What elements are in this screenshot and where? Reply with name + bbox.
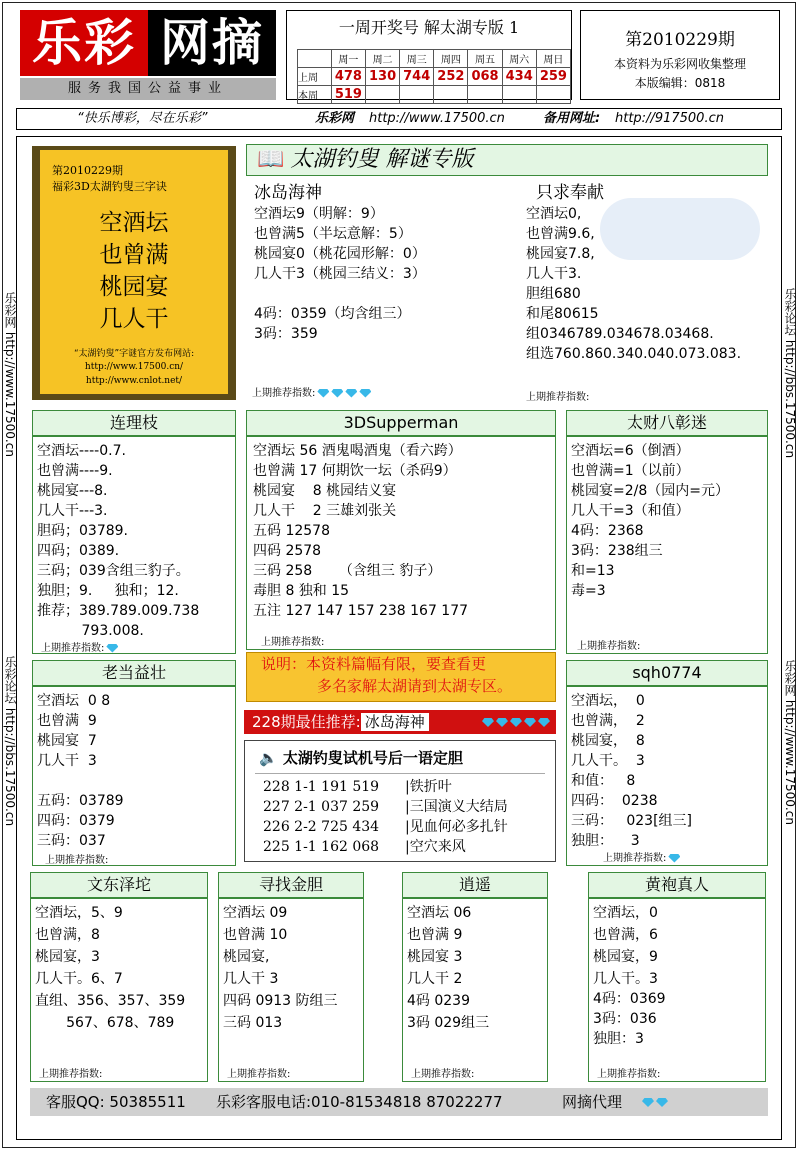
day-header: 周一 bbox=[331, 50, 365, 68]
taicai-line: 也曾满=1（以前） bbox=[571, 463, 690, 479]
wendong-line: 桃园宴，3 bbox=[35, 949, 100, 965]
draw-title: 一周开奖号 解太湖专版 1 bbox=[338, 18, 520, 37]
zhiqiu-line: 空酒坛0, bbox=[526, 206, 582, 222]
taicai-line: 3码：238组三 bbox=[571, 543, 663, 559]
diamond-icon bbox=[496, 718, 508, 727]
site-label: 乐彩网 bbox=[315, 111, 355, 126]
wendong-line: 直组、356、357、359 bbox=[35, 993, 186, 1009]
bingdao-line: 3码：359 bbox=[254, 326, 318, 342]
lianlizhi-line: 推荐；389.789.009.738 bbox=[37, 603, 200, 619]
huangpao-line: 几人干。3 bbox=[593, 971, 658, 987]
xunzhao-line: 空酒坛 09 bbox=[223, 905, 288, 921]
xunzhao-line: 桃园宴, bbox=[223, 949, 270, 965]
riddle-line: 也曾满 bbox=[99, 242, 169, 268]
diamond-icon bbox=[642, 1098, 654, 1107]
sqh-title: sqh0774 bbox=[566, 660, 768, 686]
laodang-panel bbox=[32, 686, 236, 866]
draw-number: 252 bbox=[434, 68, 468, 86]
issue-source: 本资料为乐彩网收集整理 bbox=[613, 57, 746, 71]
huangpao-line: 3码：036 bbox=[593, 1011, 657, 1027]
zhiqiu-title: 只求奉献 bbox=[536, 183, 604, 203]
diamond-icon bbox=[359, 389, 371, 398]
slogan: 服务我国公益事业 bbox=[20, 78, 276, 100]
diamond-icon bbox=[345, 389, 357, 398]
side-text-right-bottom: 乐彩网 http://www.17500.cn bbox=[783, 660, 797, 825]
this-week-label: 本周 bbox=[298, 86, 332, 104]
supperman-line: 桃园宴 8 桃园结义宴 bbox=[253, 483, 397, 499]
lianlizhi-title: 连理枝 bbox=[32, 410, 236, 436]
xiaoyao-line: 桃园宴 3 bbox=[407, 949, 463, 965]
riddle-line: 空酒坛 bbox=[99, 210, 169, 236]
best-name: 冰岛海神 bbox=[361, 713, 429, 731]
lianlizhi-line: 空酒坛----0.7. bbox=[37, 443, 126, 459]
riddle-name: 福彩3D太湖钓叟三字诀 bbox=[52, 180, 167, 193]
side-text-left-bottom: 乐彩论坛 http://bbs.17500.cn bbox=[3, 656, 17, 827]
draw-number: 478 bbox=[331, 68, 365, 86]
laodang-line: 桃园宴 7 bbox=[37, 733, 97, 749]
section-title: 太湖钓叟 解谜专版 bbox=[290, 147, 474, 172]
note-box bbox=[246, 652, 556, 702]
sqh-line: 空酒坛， 0 bbox=[571, 693, 645, 709]
huangpao-line: 独胆：3 bbox=[593, 1031, 644, 1047]
logo-right: 网摘 bbox=[148, 10, 276, 76]
index-label: 上期推荐指数: bbox=[526, 392, 590, 403]
trial-number-box bbox=[244, 740, 556, 862]
diamond-icon bbox=[106, 644, 118, 653]
laodang-line: 五码：03789 bbox=[37, 793, 124, 809]
day-header: 周三 bbox=[400, 50, 434, 68]
wendong-line: 也曾满，8 bbox=[35, 927, 100, 943]
bingdao-line: 空酒坛9（明解：9） bbox=[254, 206, 384, 222]
speaker-icon: 🔈 bbox=[259, 749, 278, 767]
issue-number: 第2010229期 bbox=[625, 30, 735, 50]
index-label: 上期推荐指数: bbox=[41, 643, 105, 654]
draw-number: 068 bbox=[468, 68, 502, 86]
draw-number bbox=[502, 86, 536, 104]
zhiqiu-line: 组0346789.034678.03468. bbox=[526, 326, 714, 342]
riddle-box bbox=[32, 146, 236, 400]
wendong-line: 567、678、789 bbox=[35, 1015, 175, 1031]
index-label: 上期推荐指数: bbox=[603, 853, 667, 864]
xunzhao-line: 四码 0913 防组三 bbox=[223, 993, 338, 1009]
taicai-line: 毒=3 bbox=[571, 583, 606, 599]
diamond-icon bbox=[510, 718, 522, 727]
draw-number bbox=[434, 86, 468, 104]
index-label: 上期推荐指数: bbox=[45, 855, 109, 866]
riddle-url[interactable]: http://www.cnlot.net/ bbox=[85, 376, 183, 386]
xiaoyao-line: 也曾满 9 bbox=[407, 927, 463, 943]
laodang-line: 四码：0379 bbox=[37, 813, 115, 829]
supperman-line: 三码 258 （含组三 豹子） bbox=[253, 563, 442, 579]
index-label: 上期推荐指数: bbox=[39, 1069, 103, 1080]
trial-code: 226 2-2 725 434 bbox=[263, 819, 380, 835]
trial-phrase: |三国演义大结局 bbox=[405, 799, 508, 815]
sqh-line: 三码： 023[组三] bbox=[571, 813, 692, 829]
diamond-icon bbox=[524, 718, 536, 727]
site-link[interactable]: http://www.17500.cn bbox=[369, 111, 505, 126]
draw-number: 434 bbox=[502, 68, 536, 86]
day-header: 周四 bbox=[434, 50, 468, 68]
bingdao-title: 冰岛海神 bbox=[254, 183, 322, 203]
laodang-line: 三码：037 bbox=[37, 833, 106, 849]
bingdao-line: 几人干3（桃园三结义：3） bbox=[254, 266, 426, 282]
draw-number bbox=[365, 86, 399, 104]
laodang-line: 几人干 3 bbox=[37, 753, 97, 769]
day-header: 周二 bbox=[365, 50, 399, 68]
xunzhao-line: 也曾满 10 bbox=[223, 927, 288, 943]
supperman-line: 五注 127 147 157 238 167 177 bbox=[253, 603, 469, 619]
trial-title: 太湖钓叟试机号后一语定胆 bbox=[282, 749, 463, 767]
draw-number bbox=[400, 86, 434, 104]
xiaoyao-line: 几人干 2 bbox=[407, 971, 463, 987]
laodang-line: 空酒坛 0 8 bbox=[37, 693, 111, 709]
best-label: 228期最佳推荐: bbox=[252, 713, 361, 731]
side-text-left-top: 乐彩网 http://www.17500.cn bbox=[3, 292, 17, 457]
footer-bar bbox=[30, 1088, 768, 1116]
wendong-line: 空酒坛，5、9 bbox=[35, 905, 123, 921]
draw-number: 519 bbox=[331, 86, 365, 104]
day-header: 周五 bbox=[468, 50, 502, 68]
footer-qq: 客服QQ: 50385511 bbox=[46, 1093, 186, 1111]
sqh-line: 独胆： 3 bbox=[571, 833, 640, 849]
trial-code: 228 1-1 191 519 bbox=[263, 779, 380, 795]
day-header: 周六 bbox=[502, 50, 536, 68]
motto-quote: “快乐博彩，尽在乐彩” bbox=[77, 111, 208, 126]
note-line: 说明：本资料篇幅有限，要查看更 bbox=[261, 655, 487, 673]
riddle-issue: 第2010229期 bbox=[52, 164, 123, 177]
cloud-decoration bbox=[600, 198, 760, 260]
backup-link[interactable]: http://917500.cn bbox=[615, 111, 724, 126]
xiaoyao-panel bbox=[402, 898, 548, 1082]
taicai-panel bbox=[566, 436, 768, 654]
index-label: 上期推荐指数: bbox=[411, 1069, 475, 1080]
wendong-title: 文东泽坨 bbox=[30, 872, 208, 898]
diamond-icon bbox=[331, 389, 343, 398]
xiaoyao-line: 空酒坛 06 bbox=[407, 905, 472, 921]
lianlizhi-line: 四码；0389. bbox=[37, 543, 120, 559]
lianlizhi-line: 793.008. bbox=[37, 623, 144, 639]
taicai-line: 桃园宴=2/8（园内=元） bbox=[571, 483, 729, 499]
huangpao-line: 空酒坛，0 bbox=[593, 905, 658, 921]
zhiqiu-line: 和尾80615 bbox=[526, 306, 599, 322]
sqh-panel bbox=[566, 686, 768, 866]
taicai-line: 4码：2368 bbox=[571, 523, 644, 539]
section-title-bar bbox=[246, 144, 768, 176]
index-label: 上期推荐指数: bbox=[597, 1069, 661, 1080]
huangpao-panel bbox=[588, 898, 766, 1082]
supperman-title: 3DSupperman bbox=[246, 410, 556, 436]
diamond-icon bbox=[317, 389, 329, 398]
bingdao-line: 也曾满5（半坛意解：5） bbox=[254, 226, 412, 242]
taicai-line: 和=13 bbox=[571, 563, 615, 579]
issue-box bbox=[580, 10, 780, 100]
xunzhao-title: 寻找金胆 bbox=[218, 872, 364, 898]
xiaoyao-line: 4码 0239 bbox=[407, 993, 470, 1009]
xunzhao-line: 几人干 3 bbox=[223, 971, 279, 987]
side-text-right-top: 乐彩论坛 http://bbs.17500.cn bbox=[783, 288, 797, 459]
huangpao-title: 黄袍真人 bbox=[588, 872, 766, 898]
diamond-icon bbox=[538, 718, 550, 727]
weekly-draw-box bbox=[286, 10, 572, 100]
index-label: 上期推荐指数: bbox=[227, 1069, 291, 1080]
trial-phrase: |空穴来风 bbox=[405, 839, 466, 855]
sqh-line: 几人干。 3 bbox=[571, 753, 645, 769]
logo-left: 乐彩 bbox=[20, 10, 148, 76]
riddle-url[interactable]: http://www.17500.cn/ bbox=[84, 362, 184, 372]
trial-code: 227 2-1 037 259 bbox=[263, 799, 380, 815]
trial-code: 225 1-1 162 068 bbox=[263, 839, 380, 855]
bingdao-line: 4码：0359（均含组三） bbox=[254, 306, 411, 322]
sqh-line: 也曾满， 2 bbox=[571, 713, 645, 729]
zhiqiu-line: 组选760.860.340.040.073.083. bbox=[526, 346, 742, 362]
footer-agent[interactable]: 网摘代理 bbox=[562, 1093, 623, 1111]
diamond-icon bbox=[482, 718, 494, 727]
lianlizhi-line: 三码；039含组三豹子。 bbox=[37, 563, 190, 579]
trial-phrase: |见血何必多扎针 bbox=[405, 819, 508, 835]
supperman-line: 几人干 2 三雄刘张关 bbox=[253, 503, 397, 519]
riddle-line: 几人干 bbox=[99, 306, 169, 332]
huangpao-line: 也曾满，6 bbox=[593, 927, 658, 943]
index-label: 上期推荐指数: bbox=[252, 388, 316, 399]
bingdao-line: 桃园宴0（桃花园形解：0） bbox=[254, 246, 426, 262]
taicai-title: 太财八彰迷 bbox=[566, 410, 768, 436]
sqh-line: 和值： 8 bbox=[571, 773, 636, 789]
laodang-title: 老当益壮 bbox=[32, 660, 236, 686]
riddle-line: 桃园宴 bbox=[99, 274, 169, 300]
zhiqiu-line: 胆组680 bbox=[526, 286, 581, 302]
supperman-line: 也曾满 17 何期饮一坛（杀码9） bbox=[253, 463, 457, 479]
note-line: 多名家解太湖请到太湖专区。 bbox=[317, 677, 513, 695]
lianlizhi-panel bbox=[32, 436, 236, 654]
wendong-panel bbox=[30, 898, 208, 1082]
supperman-line: 四码 2578 bbox=[253, 543, 322, 559]
zhiqiu-line: 桃园宴7.8, bbox=[526, 246, 595, 262]
draw-number: 130 bbox=[365, 68, 399, 86]
footer-phone: 乐彩客服电话:010-81534818 87022277 bbox=[216, 1093, 503, 1111]
zhiqiu-line: 几人干3. bbox=[526, 266, 582, 282]
last-week-label: 上周 bbox=[298, 68, 332, 86]
lianlizhi-line: 桃园宴---8. bbox=[37, 483, 108, 499]
draw-table bbox=[297, 49, 571, 104]
sqh-line: 桃园宴， 8 bbox=[571, 733, 645, 749]
index-label: 上期推荐指数: bbox=[261, 637, 325, 648]
zhiqiu-line: 也曾满9.6, bbox=[526, 226, 595, 242]
laodang-line: 也曾满 9 bbox=[37, 713, 97, 729]
xiaoyao-title: 逍遥 bbox=[402, 872, 548, 898]
wendong-line: 几人干。6、7 bbox=[35, 971, 123, 987]
diamond-icon bbox=[656, 1098, 668, 1107]
lianlizhi-line: 胆码；03789. bbox=[37, 523, 128, 539]
lianlizhi-line: 独胆；9. 独和；12. bbox=[37, 583, 179, 599]
supperman-line: 五码 12578 bbox=[253, 523, 330, 539]
diamond-icon bbox=[668, 854, 680, 863]
xunzhao-line: 三码 013 bbox=[223, 1015, 283, 1031]
motto-bar bbox=[16, 108, 782, 130]
huangpao-line: 4码：0369 bbox=[593, 991, 666, 1007]
draw-number bbox=[468, 86, 502, 104]
xiaoyao-line: 3码 029组三 bbox=[407, 1015, 490, 1031]
supperman-line: 空酒坛 56 酒鬼喝酒鬼（看六跨） bbox=[253, 443, 462, 459]
draw-number: 744 bbox=[400, 68, 434, 86]
huangpao-line: 桃园宴，9 bbox=[593, 949, 658, 965]
best-recommend-bar bbox=[244, 710, 556, 734]
supperman-panel bbox=[246, 436, 556, 650]
book-icon: 📖 bbox=[257, 147, 285, 172]
day-header: 周日 bbox=[536, 50, 570, 68]
draw-number bbox=[536, 86, 570, 104]
sqh-line: 四码： 0238 bbox=[571, 793, 658, 809]
lianlizhi-line: 也曾满----9. bbox=[37, 463, 113, 479]
backup-label: 备用网址: bbox=[543, 111, 601, 126]
index-label: 上期推荐指数: bbox=[577, 641, 641, 652]
xunzhao-panel bbox=[218, 898, 364, 1082]
taicai-line: 空酒坛=6（倒酒） bbox=[571, 443, 690, 459]
trial-phrase: |铁折叶 bbox=[405, 779, 452, 795]
supperman-line: 毒胆 8 独和 15 bbox=[253, 583, 350, 599]
draw-number: 259 bbox=[536, 68, 570, 86]
issue-editor: 本版编辑：0818 bbox=[634, 76, 726, 90]
riddle-foot: “太湖钓叟”字谜官方发布网站: bbox=[73, 349, 195, 359]
taicai-line: 几人干=3（和值） bbox=[571, 503, 690, 519]
lianlizhi-line: 几人干---3. bbox=[37, 503, 108, 519]
